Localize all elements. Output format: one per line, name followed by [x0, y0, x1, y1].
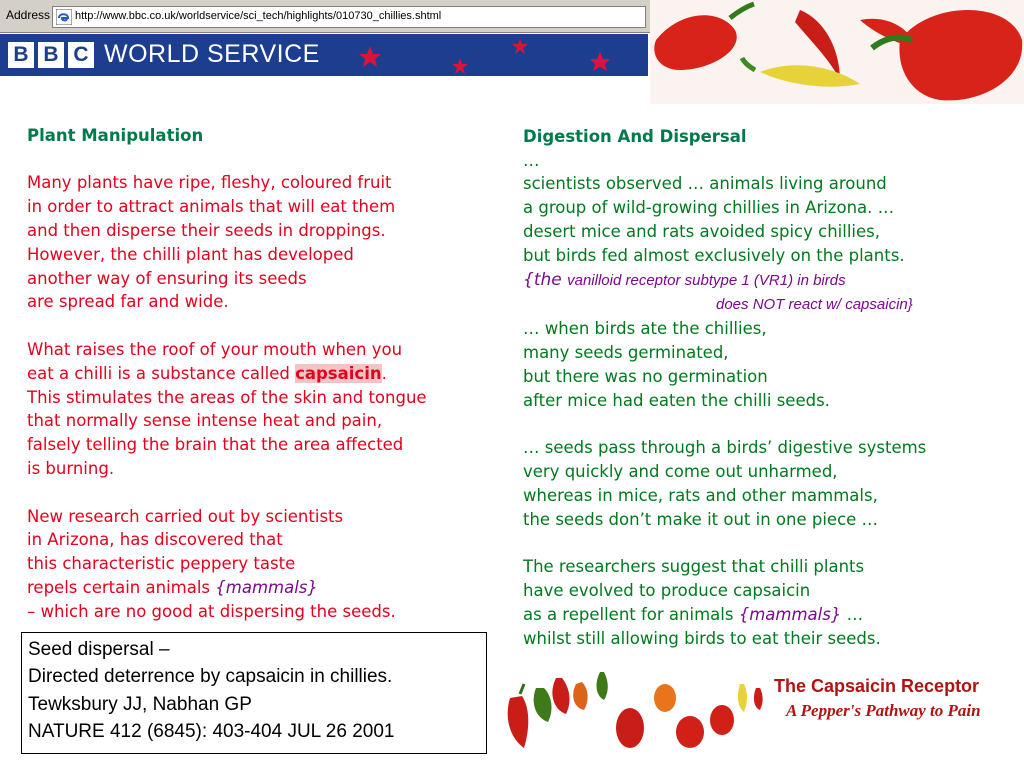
- address-field[interactable]: [52, 6, 646, 28]
- left-para-1: Many plants have ripe, fleshy, coloured fruit in order to attract animals that will eat them and then disperse their seeds in droppings. However, the chilli plant has developed another way of ensuring its seeds are spread far and wide.: [27, 173, 396, 312]
- left-para-2-start: What raises the roof of your mouth when you eat a chilli is a substance called: [27, 339, 403, 383]
- mammals-note-right: {mammals}: [738, 604, 842, 624]
- bbc-world-service-banner: [0, 34, 648, 76]
- right-para-4-start: The researchers suggest that chilli plants have evolved to produce capsaicin as a repellent for animals: [523, 557, 865, 624]
- right-para-2: … when birds ate the chillies, many seeds germinated, but there was no germination after mice had eaten the chilli seeds.: [523, 319, 830, 410]
- right-ellipsis: …: [523, 150, 540, 170]
- mammals-note-left: {mammals}: [215, 577, 318, 597]
- bbc-letter-b1: B: [8, 42, 34, 68]
- citation-box: Seed dispersal – Directed deterrence by capsaicin in chillies. Tewksbury JJ, Nabhan GP NATURE 412 (6845): 403-404 JUL 26 2001: [21, 632, 487, 754]
- right-para-1: scientists observed … animals living around a group of wild-growing chillies in Arizona. … desert mice and rats avoided spicy chillies, but birds fed almost exclusively on the plants.: [523, 174, 905, 265]
- chilli-peppers-photo: [650, 0, 1024, 104]
- right-para-4-end: … whilst still allowing birds to eat their seeds.: [523, 604, 881, 648]
- capsaicin-keyword: capsaicin: [295, 363, 382, 383]
- address-label: Address: [6, 8, 51, 22]
- digestion-dispersal-column: [523, 101, 926, 650]
- digestion-dispersal-heading: Digestion And Dispersal: [523, 126, 747, 146]
- vr1-note-line2: does NOT react w/ capsaicin}: [716, 296, 913, 314]
- address-url[interactable]: http://www.bbc.co.uk/worldservice/sci_tech/highlights/010730_chillies.shtml: [75, 10, 442, 22]
- address-bar: [0, 0, 650, 33]
- plant-manipulation-column: [27, 100, 427, 624]
- capsaicin-receptor-title: The Capsaicin Receptor: [774, 676, 980, 696]
- vr1-note-open: {the: [523, 269, 568, 290]
- right-para-3: … seeds pass through a birds’ digestive systems very quickly and come out unharmed, whereas in mice, rats and other mammals, the seeds don’t make it out in one piece …: [523, 438, 927, 529]
- vr1-note-line1: vanilloid receptor subtype 1 (VR1) in birds: [567, 271, 846, 289]
- bbc-letter-c: C: [68, 42, 94, 68]
- bbc-letter-b2: B: [38, 42, 64, 68]
- chillies-row-image: [500, 658, 772, 758]
- banner-stars-decoration: [340, 34, 648, 76]
- left-para-3-end: – which are no good at dispersing the seeds.: [27, 601, 396, 621]
- left-para-3-start: New research carried out by scientists in Arizona, has discovered that this characteristic peppery taste repels certain animals: [27, 506, 344, 597]
- plant-manipulation-heading: Plant Manipulation: [27, 125, 204, 145]
- internet-explorer-icon: [56, 9, 72, 25]
- capsaicin-receptor-subtitle: A Pepper's Pathway to Pain: [786, 701, 981, 720]
- banner-title: WORLD SERVICE: [104, 40, 320, 68]
- left-para-2-end: . This stimulates the areas of the skin and tongue that normally sense intense heat and pain, falsely telling the brain that the area affected is burning.: [27, 363, 427, 478]
